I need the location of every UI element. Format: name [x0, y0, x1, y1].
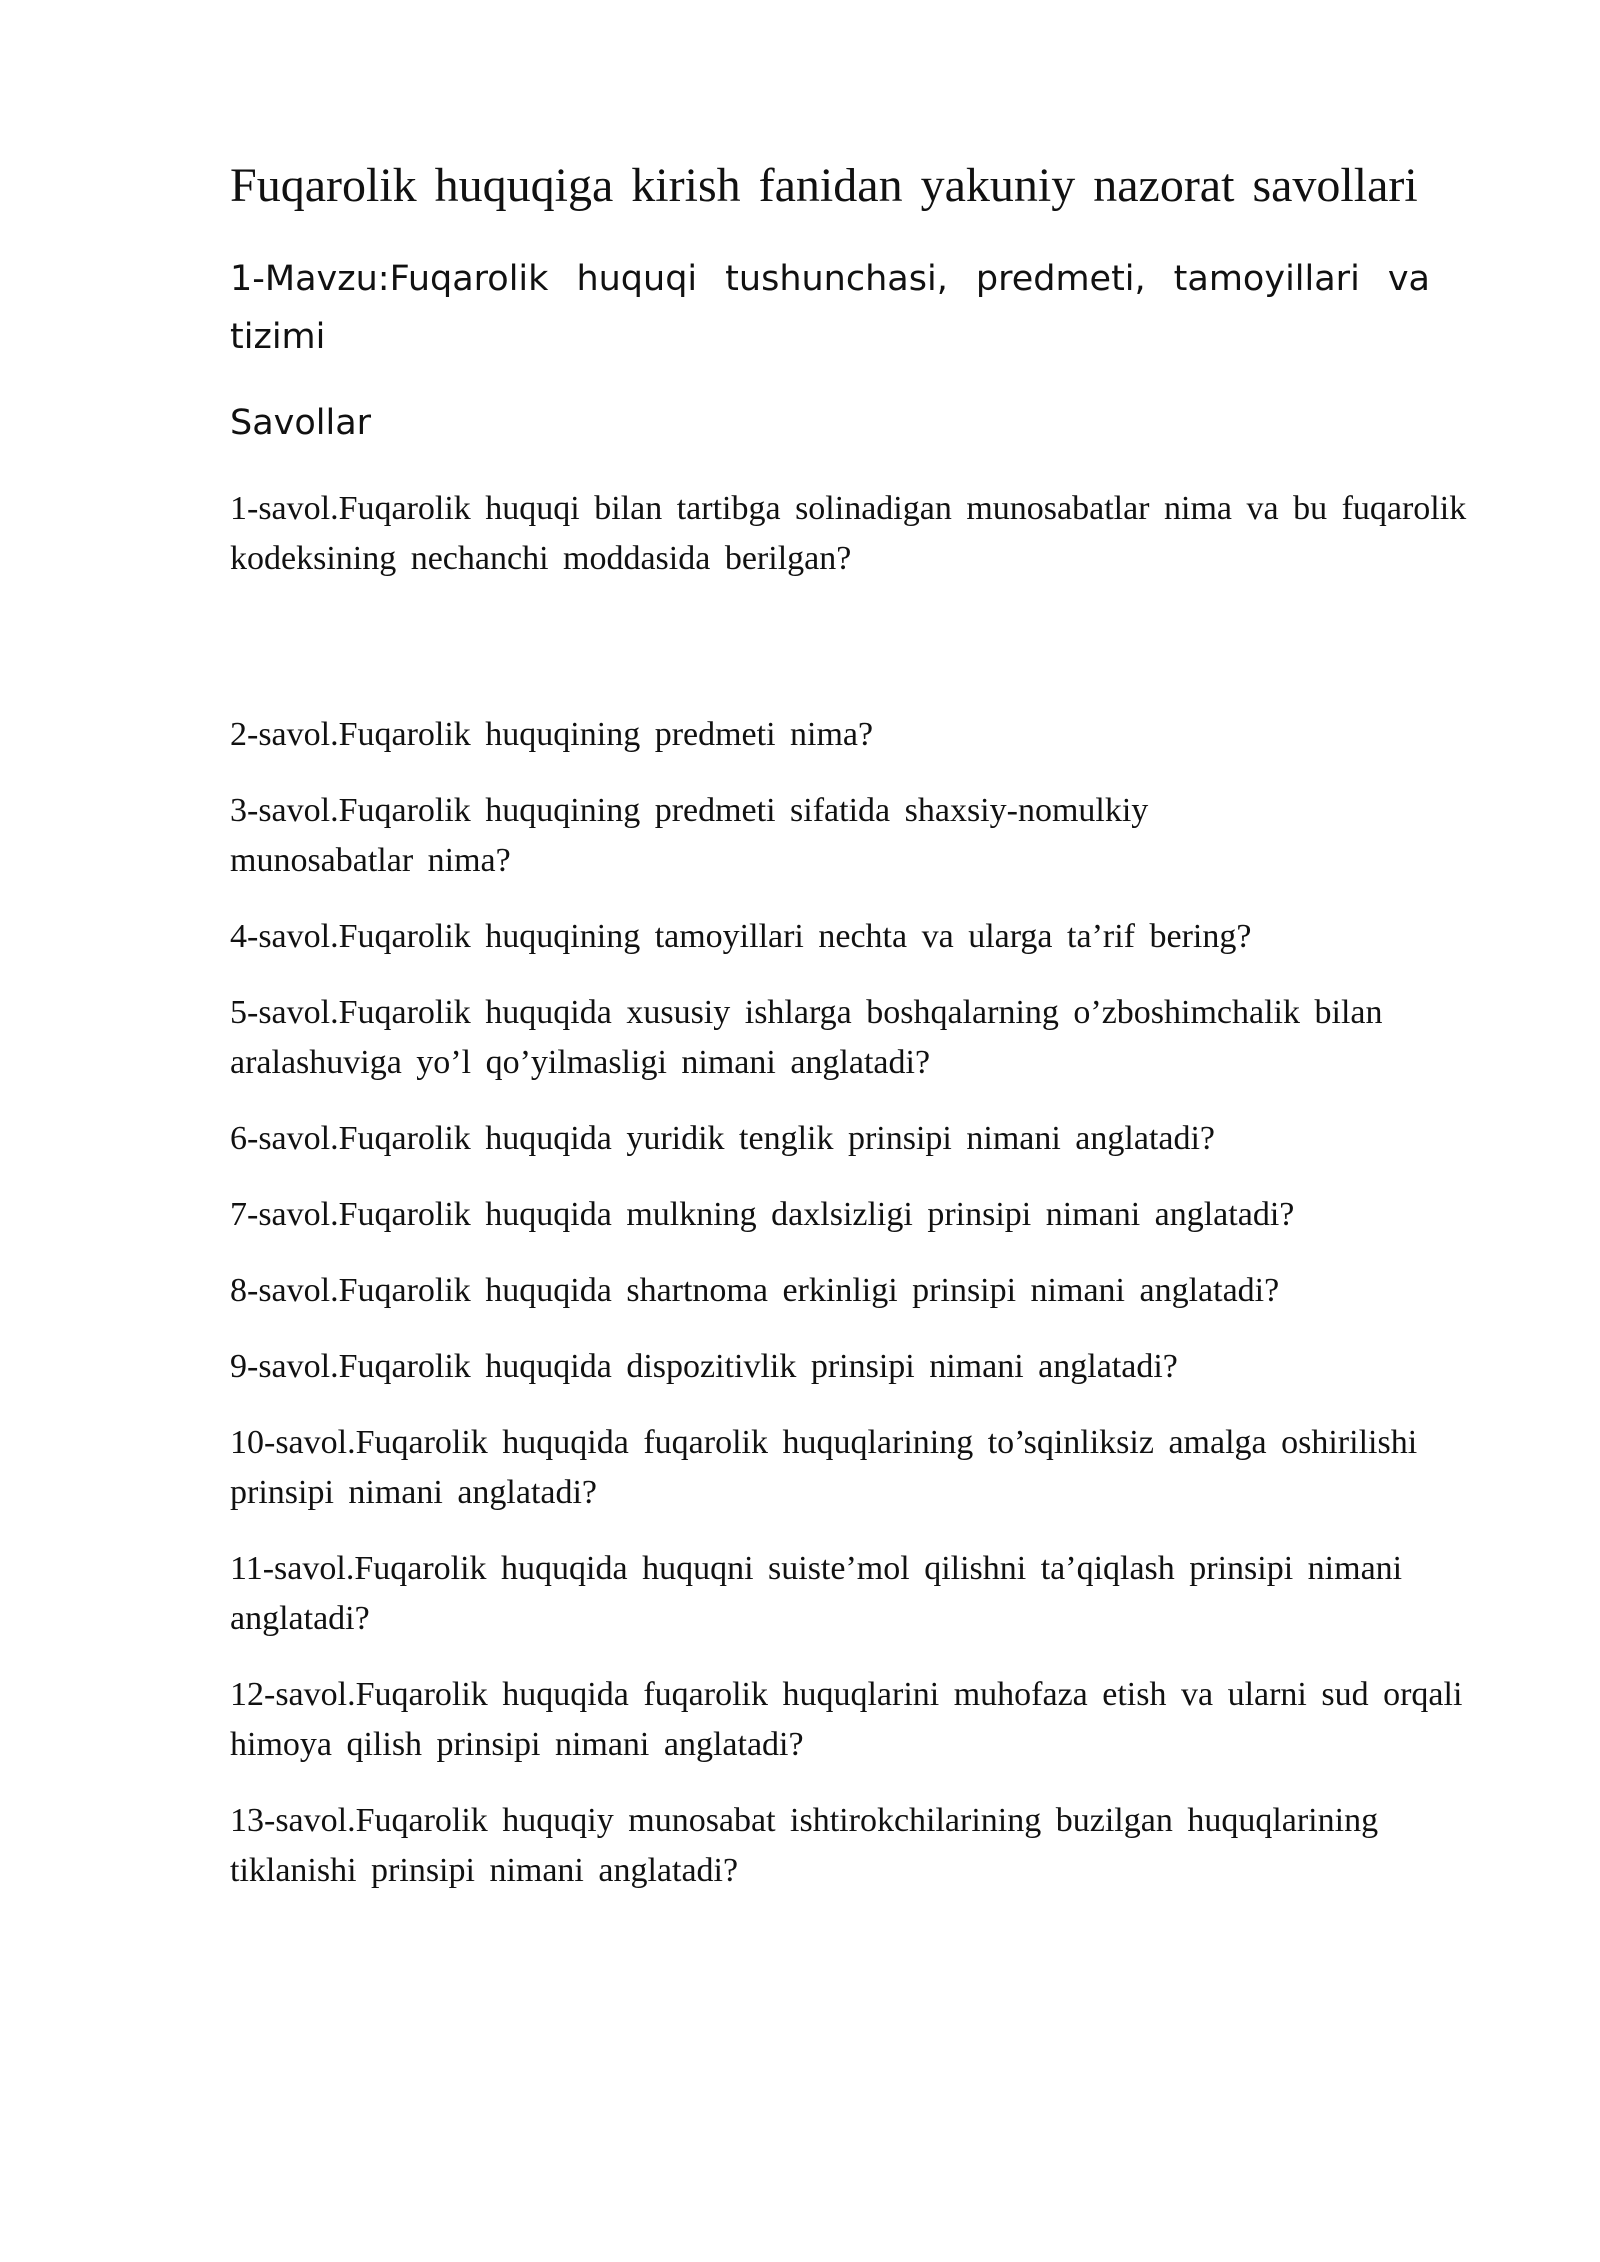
question-item: 11-savol.Fuqarolik huquqida huquqni suiste’mol qilishni ta’qiqlash prinsipi nimani anglatadi?: [230, 1550, 1403, 1637]
question-list: [230, 484, 1480, 1896]
question-item: 12-savol.Fuqarolik huquqida fuqarolik huquqlarini muhofaza etish va ularni sud orqali himoya qilish prinsipi nimani anglatadi?: [230, 1676, 1463, 1763]
question-item: 7-savol.Fuqarolik huquqida mulkning daxlsizligi prinsipi nimani anglatadi?: [230, 1196, 1295, 1233]
topic-heading: 1-Mavzu:Fuqarolik huquqi tushunchasi, predmeti, tamoyillari va tizimi: [230, 259, 1430, 357]
question-item: 4-savol.Fuqarolik huquqining tamoyillari nechta va ularga ta’rif bering?: [230, 918, 1252, 955]
document-title: Fuqarolik huquqiga kirish fanidan yakuniy nazorat savollari: [230, 159, 1418, 212]
section-label: Savollar: [230, 403, 372, 443]
question-item: 6-savol.Fuqarolik huquqida yuridik tenglik prinsipi nimani anglatadi?: [230, 1120, 1216, 1157]
question-item: 1-savol.Fuqarolik huquqi bilan tartibga solinadigan munosabatlar nima va bu fuqarolik kodeksining nechanchi moddasida berilgan?: [230, 490, 1467, 577]
question-item: 5-savol.Fuqarolik huquqida xususiy ishlarga boshqalarning o’zboshimchalik bilan aralashuviga yo’l qo’yilmasligi nimani anglatadi?: [230, 994, 1383, 1081]
document-content: [230, 150, 1480, 1922]
question-item: 13-savol.Fuqarolik huquqiy munosabat ishtirokchilarining buzilgan huquqlarining tiklanishi prinsipi nimani anglatadi?: [230, 1802, 1379, 1889]
question-item: 9-savol.Fuqarolik huquqida dispozitivlik prinsipi nimani anglatadi?: [230, 1348, 1178, 1385]
question-item: 3-savol.Fuqarolik huquqining predmeti sifatida shaxsiy-nomulkiy munosabatlar nima?: [230, 792, 1149, 879]
question-item: 2-savol.Fuqarolik huquqining predmeti nima?: [230, 716, 874, 753]
question-item: 10-savol.Fuqarolik huquqida fuqarolik huquqlarining to’sqinliksiz amalga oshirilishi prinsipi nimani anglatadi?: [230, 1424, 1418, 1511]
question-item: 8-savol.Fuqarolik huquqida shartnoma erkinligi prinsipi nimani anglatadi?: [230, 1272, 1280, 1309]
